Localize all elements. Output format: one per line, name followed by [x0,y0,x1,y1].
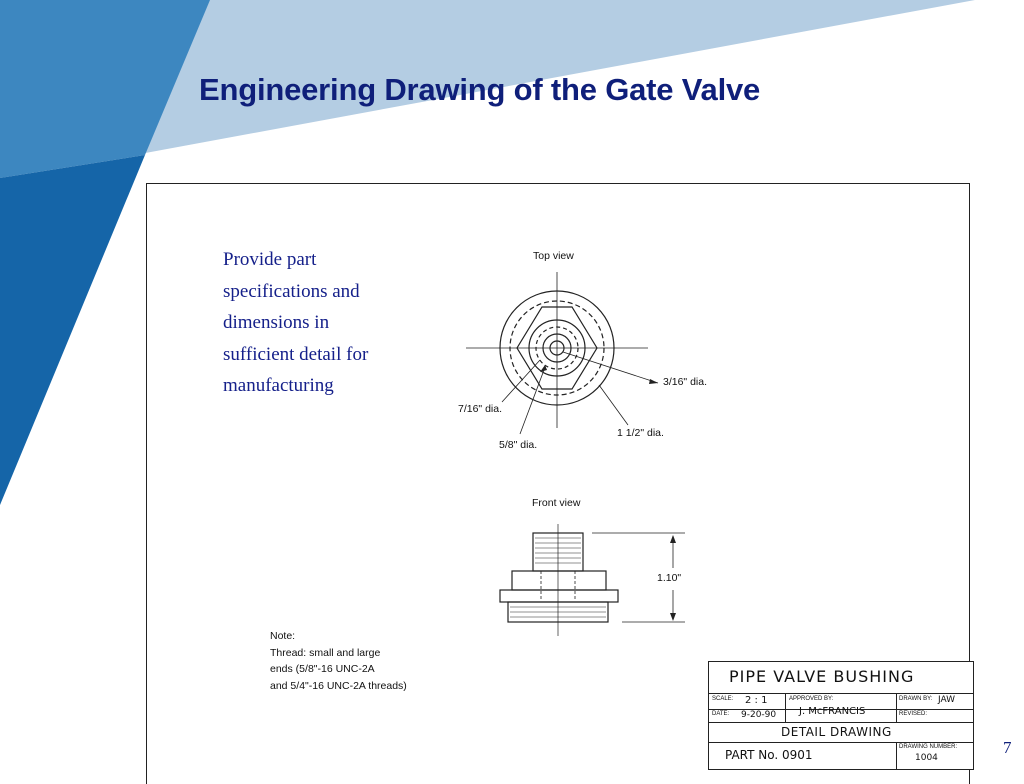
approved-label: APPROVED BY: [789,696,834,702]
drawing-number-value: 1004 [915,753,938,763]
revised-label: REVISED: [899,711,928,717]
note-line: and 5/4"-16 UNC-2A threads) [270,679,407,692]
date-value: 9-20-90 [741,710,777,720]
drawing-type: DETAIL DRAWING [781,725,892,739]
part-name: PIPE VALVE BUSHING [729,667,915,686]
note-line: Thread: small and large [270,646,381,659]
scale-value: 2 : 1 [745,695,768,706]
dimension-7-16: 7/16" dia. [458,403,503,415]
dimension-3-16: 3/16" dia. [663,376,708,388]
scale-label: SCALE: [712,696,734,702]
part-number: PART No. 0901 [725,748,813,762]
drawing-number-label: DRAWING NUMBER: [899,744,958,750]
drawn-value: JAW [938,695,956,705]
bullet-line: sufficient detail for [223,343,369,365]
date-label: DATE: [712,711,730,717]
drawn-label: DRAWN BY: [899,696,933,702]
slide-title: Engineering Drawing of the Gate Valve [199,72,761,107]
page-number: 7 [1003,738,1012,757]
title-block [708,661,974,770]
front-view-label: Front view [532,497,581,509]
bullet-line: Provide part [223,249,317,270]
bullet-line: specifications and [223,280,360,302]
dimension-height: 1.10" [657,572,682,584]
bullet-line: manufacturing [223,375,334,396]
note-line: Note: [270,630,296,642]
top-view-label: Top view [533,250,574,262]
note-line: ends (5/8"-16 UNC-2A [270,663,375,675]
thread-note [270,628,407,694]
approved-value: J. McFRANCIS [799,706,866,717]
bullet-line: dimensions in [223,312,330,333]
dimension-1-1-2: 1 1/2" dia. [617,427,664,439]
dimension-5-8: 5/8" dia. [499,439,538,451]
